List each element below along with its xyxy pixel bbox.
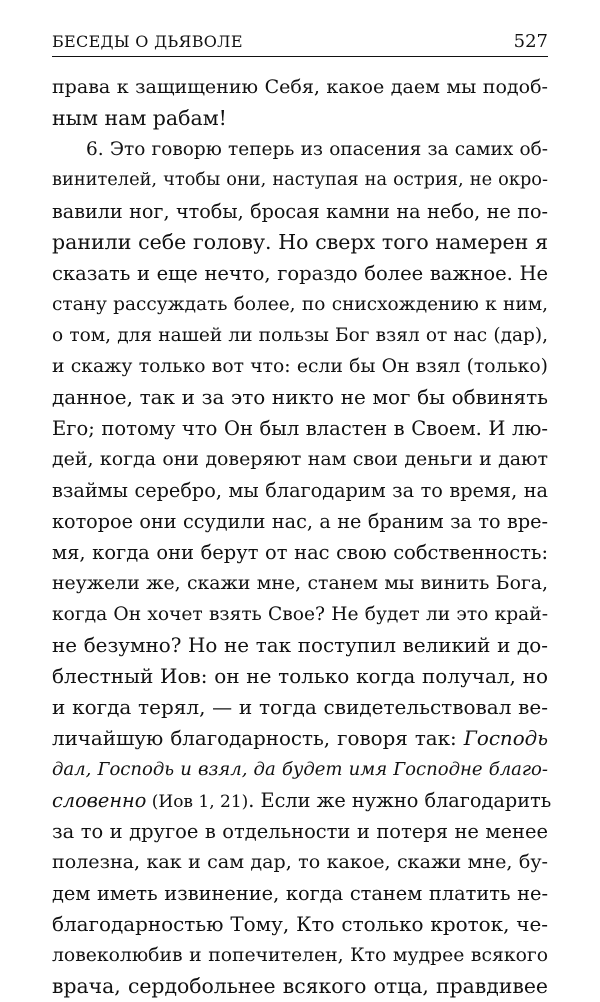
text-segment: личайшую благодарность, говоря так: (52, 727, 464, 750)
running-header (52, 30, 548, 57)
text-line: ным нам рабам! (52, 106, 227, 130)
text-line: и скажу только вот что: если бы Он взял (только) (52, 356, 548, 377)
body-text (52, 72, 552, 1002)
text-line (52, 723, 548, 754)
text-line: которое они ссудили нас, а не браним за то вре- (52, 510, 548, 533)
text-line: стану рассуждать более, по снисхождению к ним, (52, 294, 548, 315)
scripture-quote-line: дал, Господь и взял, да будет имя Господне благо- (52, 759, 548, 780)
text-line: ранили себе голову. Но сверх того намерен я (52, 230, 548, 254)
text-line: благодарностью Тому, Кто столько кроток, че- (52, 913, 548, 936)
text-line: взаймы серебро, мы благодарим за то время, на (52, 479, 548, 502)
scripture-quote: Господь (463, 727, 548, 750)
text-line: когда Он хочет взять Свое? Не будет ли это край- (52, 604, 548, 625)
scripture-reference: (Иов 1, 21) (146, 792, 249, 812)
text-line: винителей, чтобы они, наступая на острия, не окро- (52, 170, 548, 190)
text-line: дем иметь извинение, когда станем платить не- (52, 882, 548, 905)
text-line: и когда терял, — и тогда свидетельствовал ве- (52, 695, 548, 719)
text-line (52, 785, 552, 816)
text-segment: . Если же нужно благодарить (248, 789, 552, 812)
text-line: мя, когда они берут от нас свою собственность: (52, 541, 548, 564)
text-line: за то и другое в отдельности и потеря не менее (52, 820, 548, 843)
text-line: ловеколюбив и попечителен, Кто мудрее всякого (52, 945, 548, 966)
text-line: сказать и еще нечто, гораздо более важное. Не (52, 262, 548, 285)
paragraph-6-first-line: 6. Это говорю теперь из опасения за самих об- (86, 139, 548, 160)
page-number: 527 (513, 31, 548, 52)
text-line: полезна, как и сам дар, то какое, скажи мне, бу- (52, 851, 548, 873)
text-line: неужели же, скажи мне, станем мы винить Бога, (52, 573, 548, 594)
text-line: права к защищению Себя, какое даем мы подоб- (52, 76, 548, 98)
text-line: о том, для нашей ли пользы Бог взял от нас (дар), (52, 325, 548, 346)
text-line: врача, сердобольнее всякого отца, правдивее (52, 974, 548, 998)
text-line: не безумно? Но не так поступил великий и до- (52, 634, 548, 657)
text-line: дей, когда они доверяют нам свои деньги и дают (52, 448, 548, 470)
scripture-quote: словенно (52, 789, 147, 812)
text-line: вавили ног, чтобы, бросая камни на небо, не по- (52, 200, 548, 223)
text-line: данное, так и за это никто не мог бы обвинять (52, 385, 548, 409)
text-line: Его; потому что Он был властен в Своем. И лю- (52, 417, 548, 440)
running-title: БЕСЕДЫ О ДЬЯВОЛЕ (52, 32, 243, 51)
text-line: блестный Иов: он не только когда получал, но (52, 664, 548, 688)
